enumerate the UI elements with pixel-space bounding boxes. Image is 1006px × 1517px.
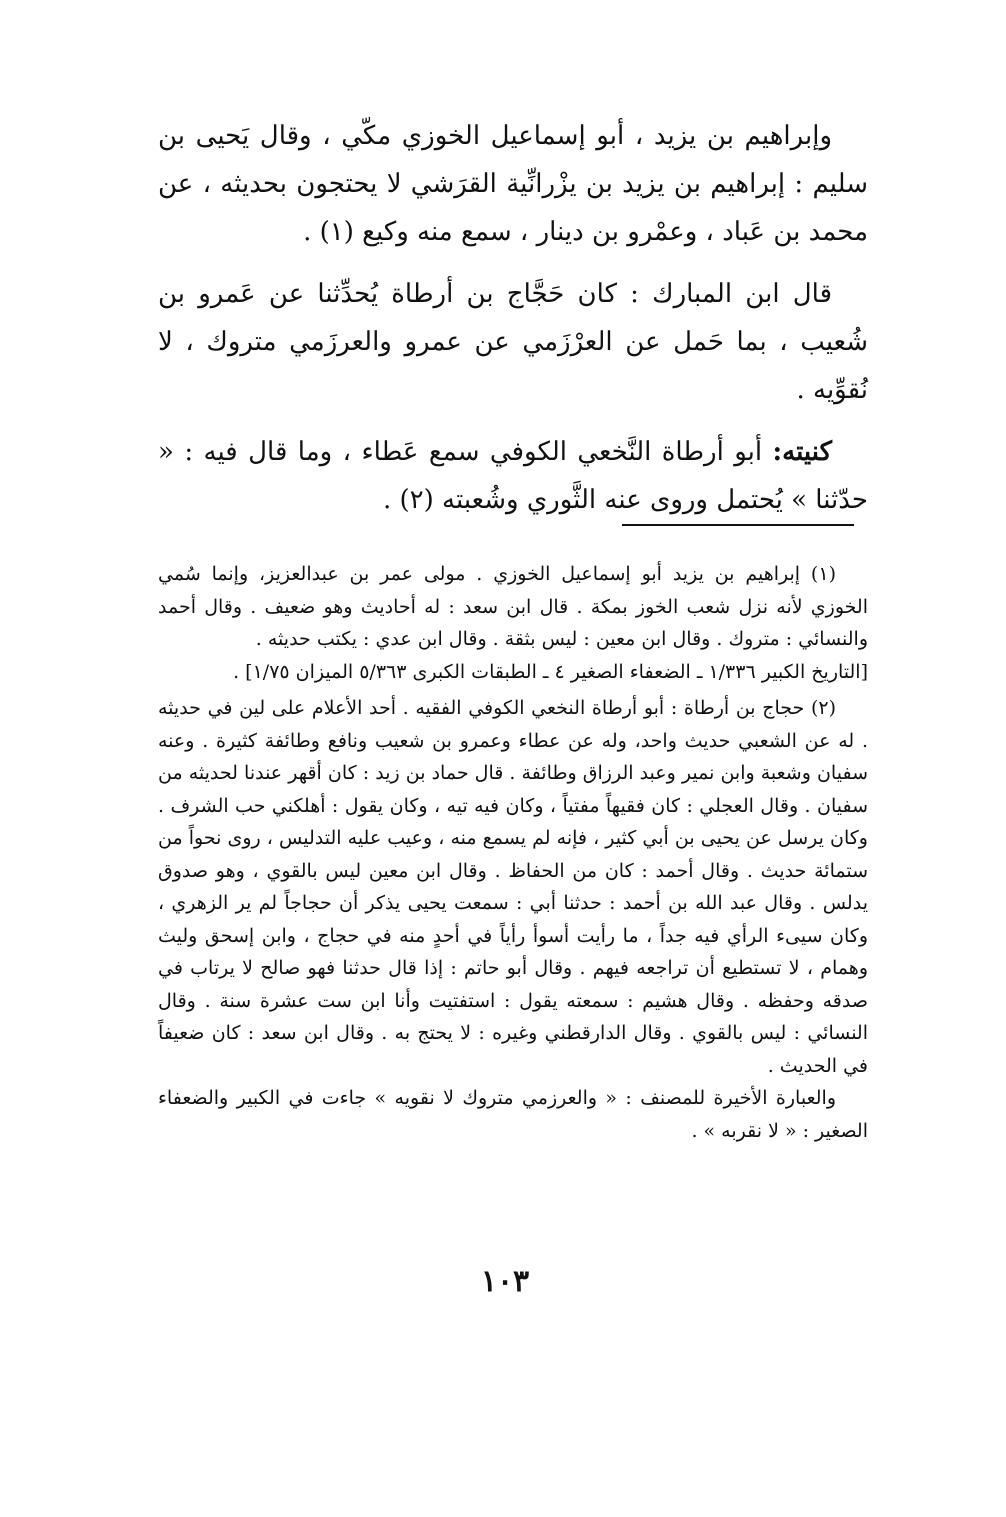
page-number: ١٠٣ [480,1264,530,1299]
footnotes-block [158,558,868,1147]
kunya-label: كنيته: [772,437,832,467]
footnote-1: (١) إبراهيم بن يزيد أبو إسماعيل الخوزي . مولى عمر بن عبدالعزيز، وإنما سُمي الخوزي لأنه نزل شعب الخوز بمكة . قال ابن سعد : له أحاديث وهو ضعيف . وقال أحمد والنسائي : متروك . وقال ابن معين : ليس بثقة . وقال ابن عدي : يكتب حديثه . [158,563,868,650]
main-text-block [158,112,868,538]
main-paragraph-1: وإبراهيم بن يزيد ، أبو إسماعيل الخوزي مكّي ، وقال يَحيى بن سليم : إبراهيم بن يزيد بن يزْرانِّية القرَشي لا يحتجون بحديثه ، عن محمد بن عَباد ، وعمْرو بن دينار ، سمع منه وكيع (١) . [158,121,868,247]
main-paragraph-3 [158,428,868,524]
footnote-separator [622,524,854,526]
kunya-text: أبو أرطاة النَّخعي الكوفي سمع عَطاء ، وما قال فيه : « حدّثنا » يُحتمل وروى عنه الثَّوري وشُعبته (٢) . [158,437,868,515]
footnote-1-references: [التاريخ الكبير ١/٣٣٦ ـ الضعفاء الصغير ٤ ـ الطبقات الكبرى ٥/٣٦٣ الميزان ١/٧٥] . [233,660,868,683]
footnote-2: (٢) حجاج بن أرطاة : أبو أرطاة النخعي الكوفي الفقيه . أحد الأعلام على لين في حديثه . له عن الشعبي حديث واحد، وله عن عطاء وعمرو بن شعيب ونافع وطائفة كثيرة . وعنه سفيان وشعبة وابن نمير وعبد الرزاق وطائفة . قال حماد بن زيد : كان أقهر عندنا لحديثه من سفيان . وقال العجلي : كان فقيهاً مفتياً ، وكان فيه تيه ، وكان يقول : أهلكني حب الشرف . وكان يرسل عن يحيى بن أبي كثير ، فإنه لم يسمع منه ، وعيب عليه التدليس ، روى نحواً من ستمائة حديث . وقال أحمد : كان من الحفاظ . وقال ابن معين ليس بالقوي ، وهو صدوق يدلس . وقال عبد الله بن أحمد : حدثنا أبي : سمعت يحيى يذكر أن حجاجاً لم ير الزهري ، وكان سيىء الرأي فيه جداً ، ما رأيت أسوأ رأياً في أحدٍ منه في حجاج ، وابن إسحق وليث وهمام ، لا تستطيع أن تراجعه فيهم . وقال أبو حاتم : إذا قال حدثنا فهو صالح لا يرتاب في صدقه وحفظه . وقال هشيم : سمعته يقول : استفتيت وأنا ابن ست عشرة سنة . وقال النسائي : ليس بالقوي . وقال الدارقطني وغيره : لا يحتج به . وقال ابن سعد : كان ضعيفاً في الحديث . [158,697,868,1077]
footnote-closing-note: والعبارة الأخيرة للمصنف : « والعرزمي متروك لا نقويه » جاءت في الكبير والضعفاء الصغير : « لا نقربه » . [158,1087,868,1142]
main-paragraph-2: قال ابن المبارك : كان حَجَّاج بن أرطاة يُحدِّثنا عن عَمرو بن شُعيب ، بما حَمل عن العرْزَمي عن عمرو والعرزَمي متروك ، لا نُقوِّيه . [158,279,868,405]
